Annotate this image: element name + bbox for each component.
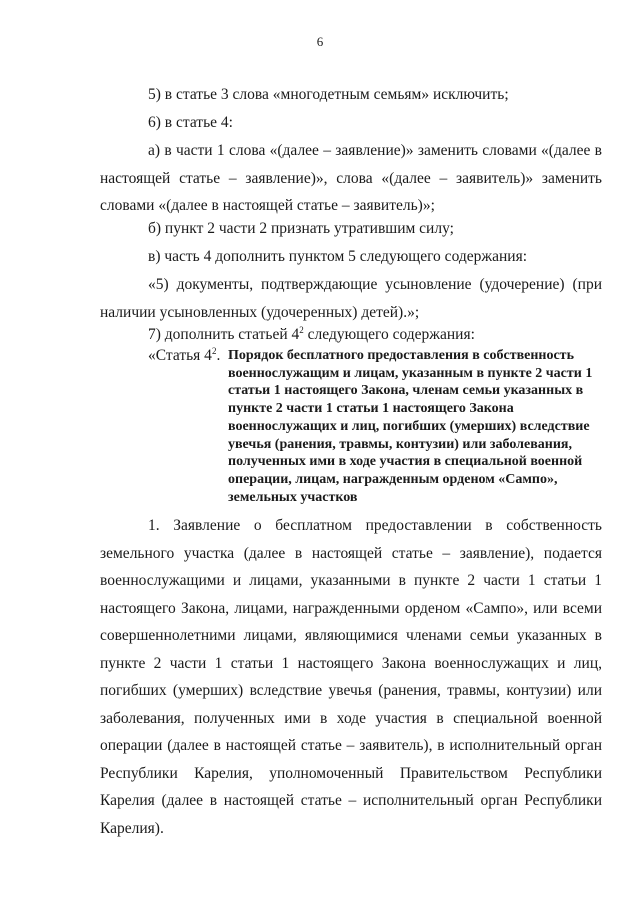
- page-number: 6: [316, 34, 324, 49]
- list-item: 5) в статье 3 слова «многодетным семьям» исключить;: [148, 86, 509, 103]
- article-title: Порядок бесплатного предоставления в собственность военнослужащим и лицам, указанным в пункте 2 части 1 статьи 1 настоящего Закона, членам семьи указанных в пункте 2 части 1 статьи 1 настоящего Закона военнослужащих и лиц, погибших (умерших) вследствие увечья (ранения, травмы, контузии) или заболевания, полученных ими в ходе участия в специальной военной операции, лицам, награжденным орденом «Сампо», земельных участков: [228, 348, 593, 505]
- list-item: а) в части 1 слова «(далее – заявление)» заменить словами «(далее в настоящей статье – заявление)», слова «(далее – заявитель)» заменить словами «(далее в настоящей статье – заявитель)»;: [100, 142, 602, 214]
- list-item: [148, 326, 475, 344]
- article-label: [148, 347, 220, 365]
- list-item: «5) документы, подтверждающие усыновление (удочерение) (при наличии усыновленных (удочеренных) детей).»;: [100, 276, 602, 321]
- superscript: 2: [299, 324, 304, 335]
- article-label-suffix: .: [216, 347, 221, 364]
- article-label-prefix: «Статья 4: [148, 347, 212, 364]
- list-item-text: 7) дополнить статьей 4: [148, 326, 300, 343]
- list-item: б) пункт 2 части 2 признать утратившим силу;: [148, 220, 454, 237]
- body-paragraph: 1. Заявление о бесплатном предоставлении в собственность земельного участка (далее в настоящей статье – заявление), подается военнослужащими и лицами, указанными в пункте 2 части 1 статьи 1 настоящего Закона, лицами, награжденными орденом «Сампо», или всеми совершеннолетними лицами, являющимися членами семьи указанных в пункте 2 части 1 статьи 1 настоящего Закона военнослужащих и лиц, погибших (умерших) вследствие увечья (ранения, травмы, контузии) или заболевания, полученных ими в ходе участия в специальной военной операции (далее в настоящей статье – заявитель), в исполнительный орган Республики Карелия, уполномоченный Правительством Республики Карелия (далее в настоящей статье – исполнительный орган Республики Карелия).: [100, 517, 602, 837]
- superscript: 2: [211, 345, 217, 356]
- list-item: 6) в статье 4:: [148, 114, 233, 131]
- list-item-tail: следующего содержания:: [303, 326, 475, 343]
- list-item: в) часть 4 дополнить пунктом 5 следующего содержания:: [148, 248, 528, 265]
